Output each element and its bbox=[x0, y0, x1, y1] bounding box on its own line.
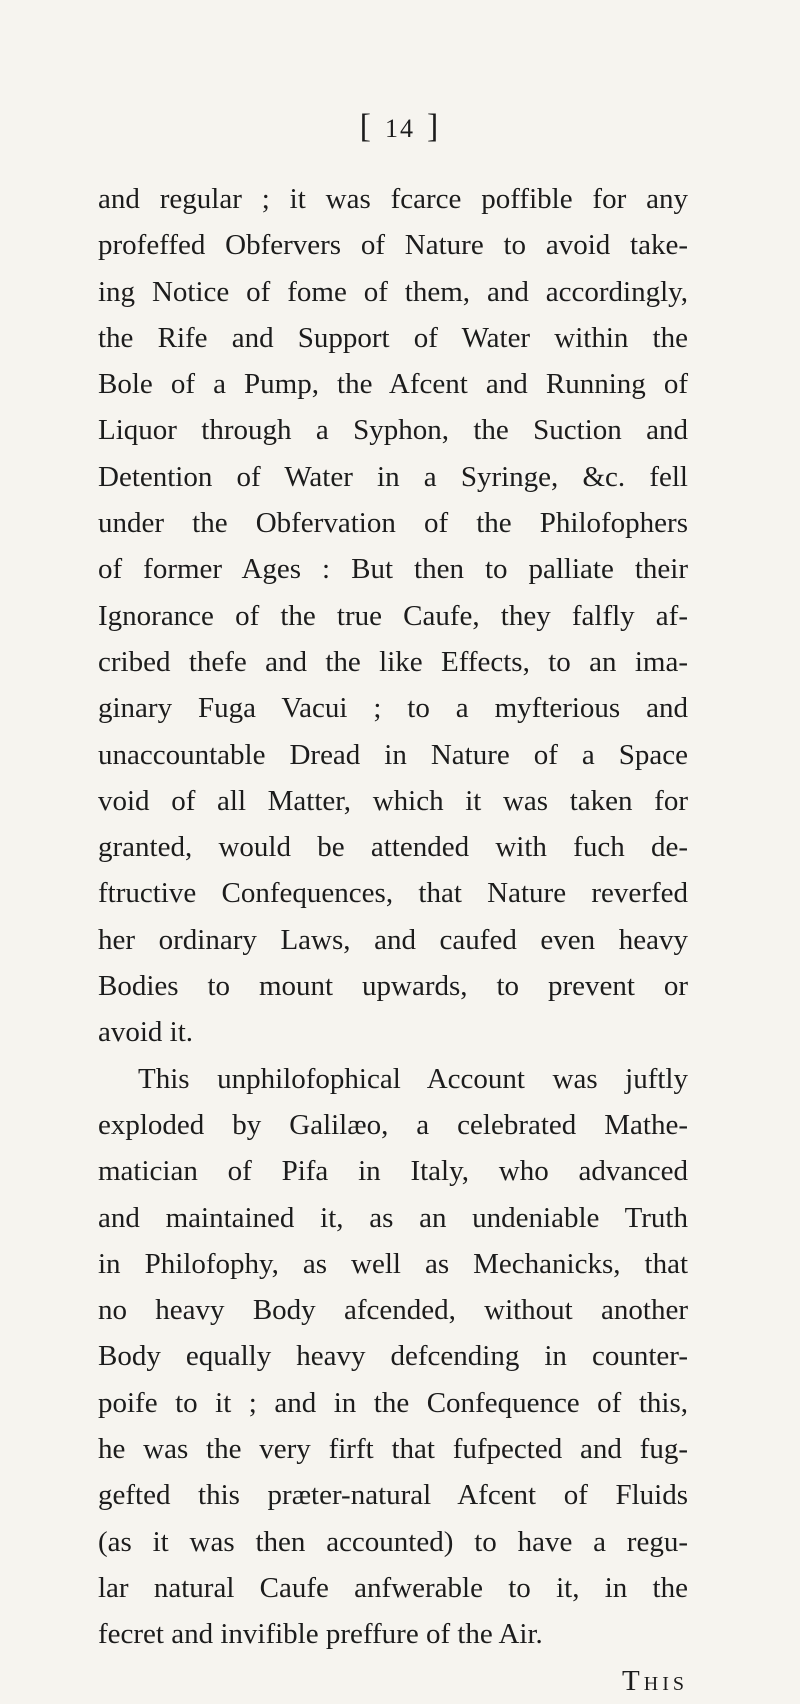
text-line: avoid it. bbox=[98, 1016, 194, 1049]
text-line: Detention of Water in a Syringe, &c. fell bbox=[98, 460, 688, 493]
page-number-open-bracket: [ bbox=[359, 108, 373, 145]
text-line: Liquor through a Syphon, the Suction and bbox=[98, 414, 688, 447]
text-line: of former Ages : But then to palliate their bbox=[98, 553, 688, 586]
page-number bbox=[0, 108, 800, 146]
text-line: profeffed Obfervers of Nature to avoid take- bbox=[98, 229, 688, 262]
text-line: This unphilofophical Account was juftly bbox=[138, 1062, 688, 1095]
text-line: lar natural Caufe anfwerable to it, in the bbox=[98, 1571, 688, 1604]
text-line: and maintained it, as an undeniable Truth bbox=[98, 1201, 688, 1234]
text-line: and regular ; it was fcarce poffible for any bbox=[98, 183, 688, 215]
text-line: Bole of a Pump, the Afcent and Running of bbox=[98, 368, 688, 401]
text-line: the Rife and Support of Water within the bbox=[98, 321, 688, 354]
text-line: her ordinary Laws, and caufed even heavy bbox=[98, 923, 688, 956]
text-line: gefted this præter-natural Afcent of Fluids bbox=[98, 1479, 688, 1512]
text-line: ginary Fuga Vacui ; to a myfterious and bbox=[98, 692, 688, 725]
text-line: void of all Matter, which it was taken for bbox=[98, 784, 688, 817]
text-line: (as it was then accounted) to have a regu- bbox=[98, 1525, 688, 1558]
page-number-close-bracket: ] bbox=[427, 108, 441, 145]
text-line: in Philofophy, as well as Mechanicks, that bbox=[98, 1247, 688, 1280]
text-line: Ignorance of the true Caufe, they falfly af- bbox=[98, 599, 688, 632]
text-line: no heavy Body afcended, without another bbox=[98, 1294, 688, 1327]
page-number-value: 14 bbox=[385, 114, 415, 143]
text-line: Bodies to mount upwards, to prevent or bbox=[98, 970, 688, 1003]
body-text bbox=[98, 176, 688, 1704]
text-line: unaccountable Dread in Nature of a Space bbox=[98, 738, 688, 771]
text-line: matician of Pifa in Italy, who advanced bbox=[98, 1155, 688, 1188]
text-line: Body equally heavy defcending in counter- bbox=[98, 1340, 688, 1373]
catchword: This bbox=[622, 1664, 688, 1697]
text-line: ftructive Confequences, that Nature reverfed bbox=[98, 877, 688, 910]
text-line: ing Notice of fome of them, and accordingly, bbox=[98, 275, 688, 308]
text-line: fecret and invifible preffure of the Air. bbox=[98, 1618, 543, 1651]
text-line: exploded by Galilæo, a celebrated Mathe- bbox=[98, 1108, 688, 1141]
text-line: poife to it ; and in the Confequence of this, bbox=[98, 1386, 688, 1419]
text-line: under the Obfervation of the Philofophers bbox=[98, 507, 688, 540]
text-line: granted, would be attended with fuch de- bbox=[98, 831, 688, 864]
text-line: he was the very firft that fufpected and fug- bbox=[98, 1433, 688, 1466]
text-line: cribed thefe and the like Effects, to an ima- bbox=[98, 645, 688, 678]
